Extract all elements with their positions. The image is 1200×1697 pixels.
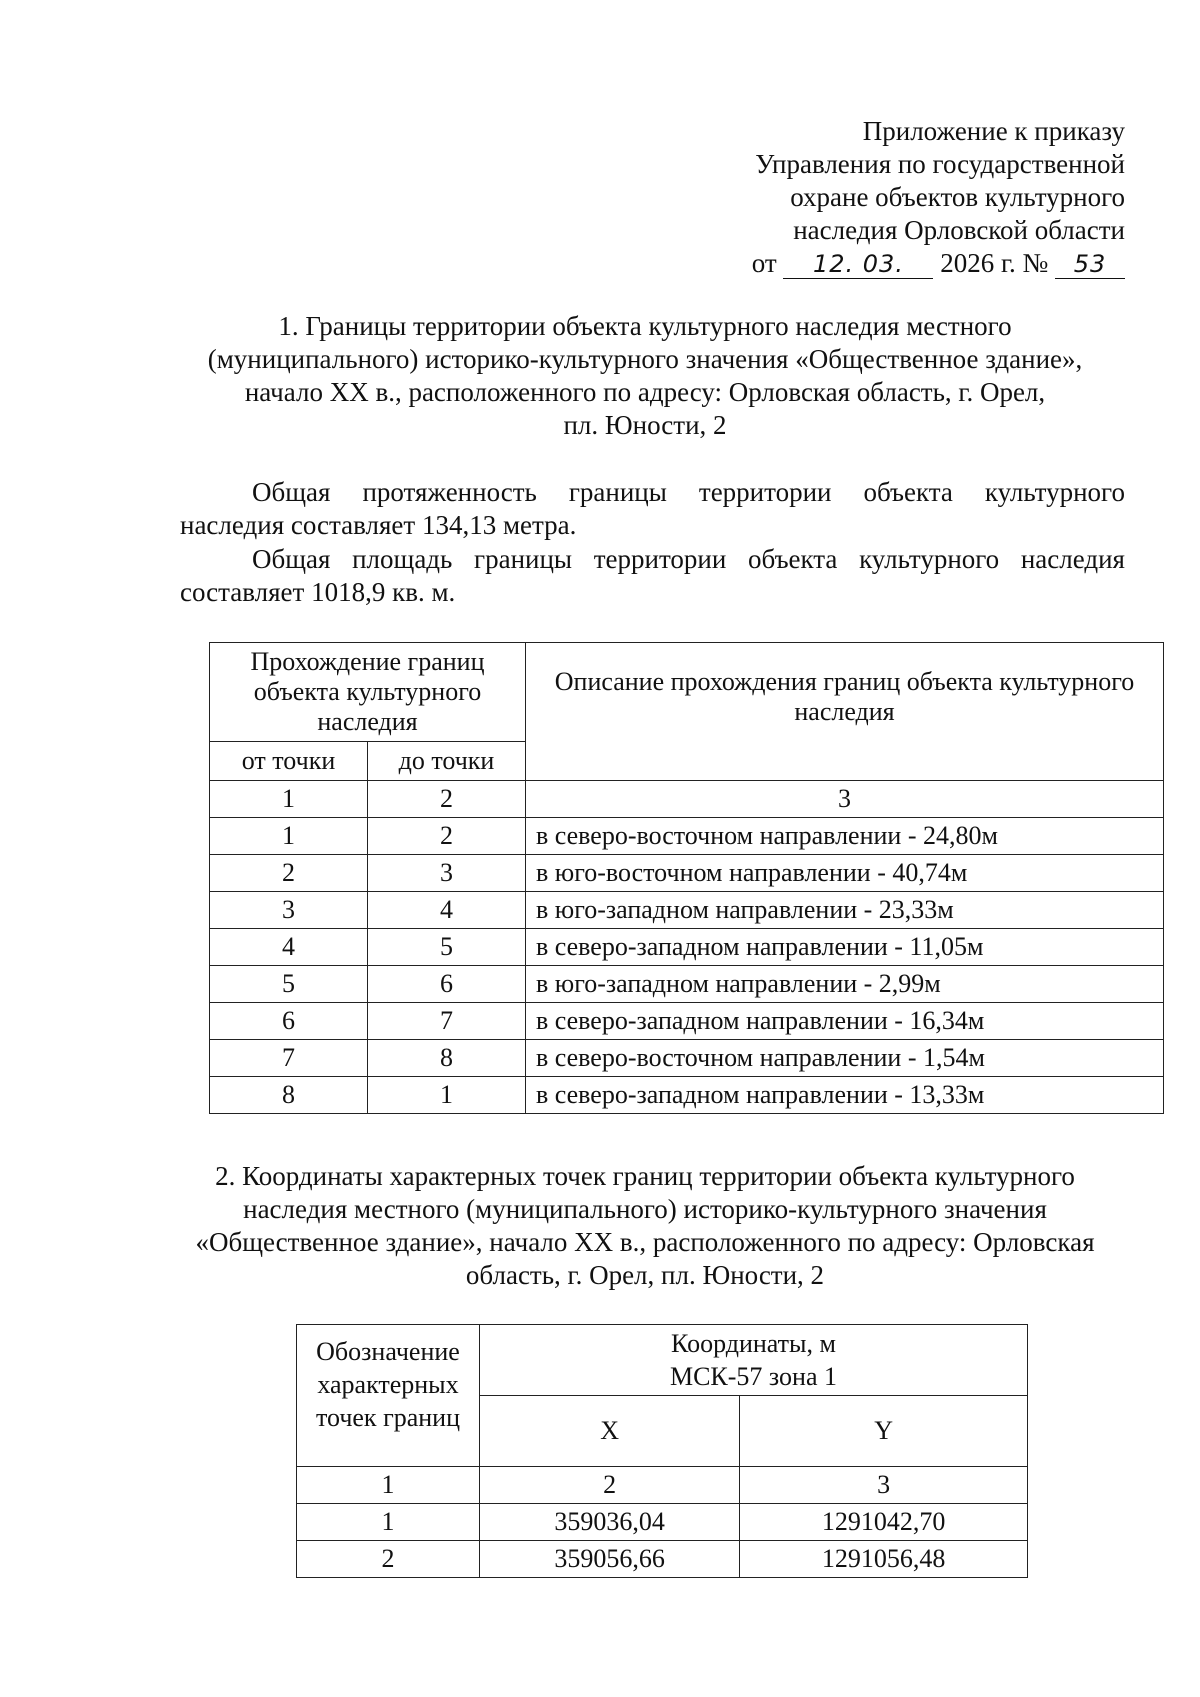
column-index-row (210, 781, 1164, 818)
title-line: наследия местного (муниципального) историко-культурного значения (243, 1194, 1047, 1224)
boundary-length-paragraph (180, 476, 1125, 542)
order-year: 2026 г. № (940, 248, 1049, 278)
column-index: 1 (210, 781, 368, 818)
description-cell: в северо-восточном направлении - 1,54м (526, 1040, 1164, 1077)
title-line: 1. Границы территории объекта культурного наследия местного (278, 311, 1012, 341)
header-point-designation: Обозначение характерных точек границ (297, 1325, 480, 1467)
from-point-cell: 4 (210, 929, 368, 966)
header-to-point: до точки (368, 742, 526, 781)
paragraph-word: культурного (859, 544, 1000, 574)
section-1-title (170, 310, 1120, 442)
paragraph-second-line: наследия составляет 134,13 метра. (180, 510, 577, 540)
from-point-cell: 2 (210, 855, 368, 892)
to-point-cell: 8 (368, 1040, 526, 1077)
paragraph-word: Общая (252, 544, 331, 574)
title-line: область, г. Орел, пл. Юности, 2 (465, 1260, 825, 1290)
title-line: «Общественное здание», начало XX в., расположенного по адресу: Орловская (195, 1227, 1095, 1257)
header-y: Y (740, 1396, 1028, 1467)
to-point-cell: 3 (368, 855, 526, 892)
column-index: 2 (480, 1467, 740, 1504)
to-point-cell: 2 (368, 818, 526, 855)
table-row (210, 892, 1164, 929)
paragraph-word: территории (593, 544, 727, 574)
appendix-line: наследия Орловской области (793, 215, 1125, 245)
from-point-cell: 6 (210, 1003, 368, 1040)
from-point-cell: 1 (210, 818, 368, 855)
column-index: 3 (526, 781, 1164, 818)
table-row (210, 1077, 1164, 1114)
table-row (210, 966, 1164, 1003)
handwritten-number: 53 (1055, 250, 1125, 279)
header-coordinates (480, 1325, 1028, 1396)
paragraph-first-line (180, 543, 1125, 576)
from-point-cell: 5 (210, 966, 368, 1003)
coord-units: Координаты, м (671, 1329, 836, 1358)
title-line: 2. Координаты характерных точек границ территории объекта культурного (215, 1161, 1075, 1191)
from-label: от (751, 248, 777, 278)
appendix-line: охране объектов культурного (790, 182, 1125, 212)
paragraph-word: культурного (984, 477, 1125, 507)
table-row (210, 855, 1164, 892)
paragraph-word: наследия (1020, 544, 1125, 574)
paragraph-word: границы (568, 477, 667, 507)
paragraph-second-line: составляет 1018,9 кв. м. (180, 577, 456, 607)
title-line: начало XX в., расположенного по адресу: Орловская область, г. Орел, (244, 377, 1046, 407)
paragraph-word: объекта (863, 477, 953, 507)
title-line: пл. Юности, 2 (563, 410, 727, 440)
paragraph-first-line (180, 476, 1125, 509)
from-point-cell: 3 (210, 892, 368, 929)
to-point-cell: 5 (368, 929, 526, 966)
appendix-line: Управления по государственной (755, 149, 1125, 179)
from-point-cell: 7 (210, 1040, 368, 1077)
to-point-cell: 1 (368, 1077, 526, 1114)
y-coordinate-cell: 1291042,70 (740, 1504, 1028, 1541)
coord-system: МСК-57 зона 1 (669, 1362, 838, 1391)
header-description: Описание прохождения границ объекта культурного наследия (526, 643, 1164, 781)
title-line: (муниципального) историко-культурного значения «Общественное здание», (207, 344, 1083, 374)
point-cell: 1 (297, 1504, 480, 1541)
column-index: 3 (740, 1467, 1028, 1504)
to-point-cell: 7 (368, 1003, 526, 1040)
header-boundary-passage: Прохождение границ объекта культурного наследия (210, 643, 526, 742)
header-from-point: от точки (210, 742, 368, 781)
boundary-description-table (209, 642, 1164, 1114)
section-2-title (170, 1160, 1120, 1292)
description-cell: в юго-западном направлении - 23,33м (526, 892, 1164, 929)
paragraph-word: протяженность (362, 477, 537, 507)
to-point-cell: 6 (368, 966, 526, 1003)
table-row (210, 818, 1164, 855)
coordinates-table (296, 1324, 1028, 1578)
y-coordinate-cell: 1291056,48 (740, 1541, 1028, 1578)
table-row (297, 1541, 1028, 1578)
paragraph-word: Общая (252, 477, 331, 507)
appendix-line: Приложение к приказу (862, 116, 1125, 146)
to-point-cell: 4 (368, 892, 526, 929)
description-cell: в юго-восточном направлении - 40,74м (526, 855, 1164, 892)
paragraph-word: площадь (352, 544, 453, 574)
x-coordinate-cell: 359036,04 (480, 1504, 740, 1541)
table-row (297, 1504, 1028, 1541)
paragraph-word: границы (474, 544, 573, 574)
description-cell: в северо-западном направлении - 11,05м (526, 929, 1164, 966)
column-index-row (297, 1467, 1028, 1504)
paragraph-word: объекта (748, 544, 838, 574)
table-row (210, 1040, 1164, 1077)
order-date-line (605, 247, 1125, 280)
table-row (210, 929, 1164, 966)
header-x: X (480, 1396, 740, 1467)
appendix-header (605, 115, 1125, 280)
x-coordinate-cell: 359056,66 (480, 1541, 740, 1578)
handwritten-date: 12. 03. (783, 250, 933, 279)
description-cell: в северо-восточном направлении - 24,80м (526, 818, 1164, 855)
description-cell: в северо-западном направлении - 13,33м (526, 1077, 1164, 1114)
description-cell: в северо-западном направлении - 16,34м (526, 1003, 1164, 1040)
paragraph-word: территории (698, 477, 832, 507)
column-index: 1 (297, 1467, 480, 1504)
description-cell: в юго-западном направлении - 2,99м (526, 966, 1164, 1003)
column-index: 2 (368, 781, 526, 818)
table-row (210, 1003, 1164, 1040)
boundary-area-paragraph (180, 543, 1125, 609)
point-cell: 2 (297, 1541, 480, 1578)
from-point-cell: 8 (210, 1077, 368, 1114)
